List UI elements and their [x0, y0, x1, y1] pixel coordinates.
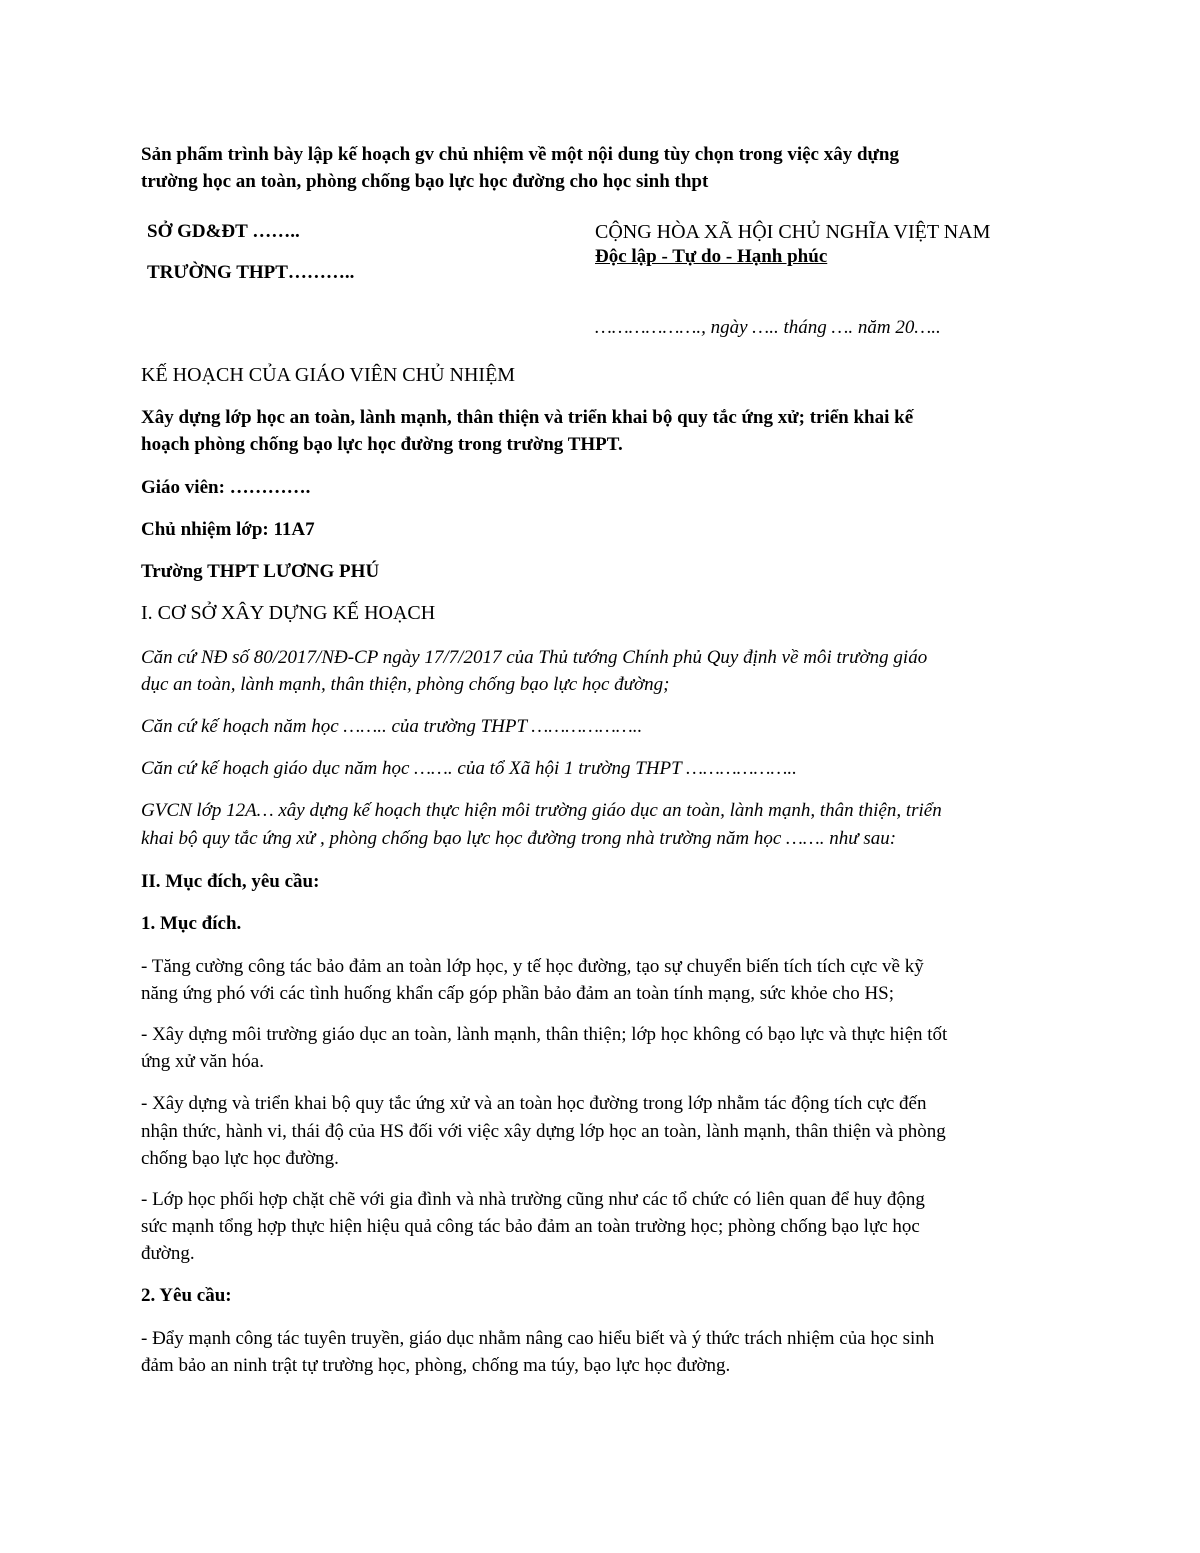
- purpose-item-2-line-1: - Xây dựng môi trường giáo dục an toàn, lành mạnh, thân thiện; lớp học không có bạo lực và thực hiện tốt: [141, 1024, 948, 1045]
- requirement-item-1-line-2: đảm bảo an ninh trật tự trường học, phòng, chống ma túy, bạo lực học đường.: [141, 1355, 731, 1376]
- purpose-item-3-line-1: - Xây dựng và triển khai bộ quy tắc ứng xử và an toàn học đường trong lớp nhằm tác động tích cực đến: [141, 1093, 927, 1114]
- basis-1-line-1: Căn cứ NĐ số 80/2017/NĐ-CP ngày 17/7/2017 của Thủ tướng Chính phủ Quy định về môi trường giáo: [141, 647, 928, 668]
- section-1-heading: I. CƠ SỞ XÂY DỰNG KẾ HOẠCH: [141, 602, 436, 624]
- date-line: ………………., ngày ….. tháng …. năm 20…..: [595, 317, 941, 338]
- requirements-heading: 2. Yêu cầu:: [141, 1285, 232, 1306]
- plan-title: KẾ HOẠCH CỦA GIÁO VIÊN CHỦ NHIỆM: [141, 364, 516, 386]
- basis-1-line-2: dục an toàn, lành mạnh, thân thiện, phòng chống bạo lực học đường;: [141, 674, 670, 695]
- purpose-item-4-line-2: sức mạnh tổng hợp thực hiện hiệu quả công tác bảo đảm an toàn trường học; phòng chống bạo lực học: [141, 1216, 920, 1237]
- plan-subtitle-line-1: Xây dựng lớp học an toàn, lành mạnh, thân thiện và triển khai bộ quy tắc ứng xử; triển khai kế: [141, 407, 914, 428]
- purpose-item-4-line-3: đường.: [141, 1243, 195, 1264]
- plan-subtitle-line-2: hoạch phòng chống bạo lực học đường trong trường THPT.: [141, 434, 623, 455]
- purpose-item-3-line-2: nhận thức, hành vi, thái độ của HS đối với việc xây dựng lớp học an toàn, lành mạnh, thân thiện và phòng: [141, 1121, 946, 1142]
- department-label: SỞ GD&ĐT ……..: [147, 221, 300, 242]
- basis-4-line-2: khai bộ quy tắc ứng xử , phòng chống bạo lực học đường trong nhà trường năm học ……. như sau:: [141, 828, 897, 849]
- intro-line-1: Sản phẩm trình bày lập kế hoạch gv chủ nhiệm về một nội dung tùy chọn trong việc xây dựng: [141, 144, 899, 165]
- purpose-item-3-line-3: chống bạo lực học đường.: [141, 1148, 339, 1169]
- purpose-item-1-line-1: - Tăng cường công tác bảo đảm an toàn lớp học, y tế học đường, tạo sự chuyển biến tích tích cực về kỹ: [141, 956, 924, 977]
- purpose-item-2-line-2: ứng xử văn hóa.: [141, 1051, 264, 1072]
- teacher-line: Giáo viên: ………….: [141, 477, 311, 498]
- purpose-item-1-line-2: năng ứng phó với các tình huống khẩn cấp góp phần bảo đảm an toàn tính mạng, sức khỏe cho HS;: [141, 983, 895, 1004]
- school-name-line: Trường THPT LƯƠNG PHÚ: [141, 561, 380, 582]
- basis-4-line-1: GVCN lớp 12A… xây dựng kế hoạch thực hiện môi trường giáo dục an toàn, lành mạnh, thân thiện, triển: [141, 800, 942, 821]
- purpose-item-4-line-1: - Lớp học phối hợp chặt chẽ với gia đình và nhà trường cũng như các tổ chức có liên quan để huy động: [141, 1189, 925, 1210]
- requirement-item-1-line-1: - Đẩy mạnh công tác tuyên truyền, giáo dục nhằm nâng cao hiểu biết và ý thức trách nhiệm của học sinh: [141, 1328, 935, 1349]
- school-label: TRƯỜNG THPT………..: [147, 262, 355, 283]
- national-motto: Độc lập - Tự do - Hạnh phúc: [595, 246, 828, 267]
- basis-3: Căn cứ kế hoạch giáo dục năm học ……. của tổ Xã hội 1 trường THPT ………………..: [141, 758, 797, 779]
- intro-line-2: trường học an toàn, phòng chống bạo lực học đường cho học sinh thpt: [141, 171, 709, 192]
- class-line: Chủ nhiệm lớp: 11A7: [141, 519, 315, 540]
- national-title: CỘNG HÒA XÃ HỘI CHỦ NGHĨA VIỆT NAM: [595, 221, 991, 243]
- basis-2: Căn cứ kế hoạch năm học …….. của trường THPT ………………..: [141, 716, 643, 737]
- purpose-heading: 1. Mục đích.: [141, 913, 242, 934]
- section-2-heading: II. Mục đích, yêu cầu:: [141, 871, 320, 892]
